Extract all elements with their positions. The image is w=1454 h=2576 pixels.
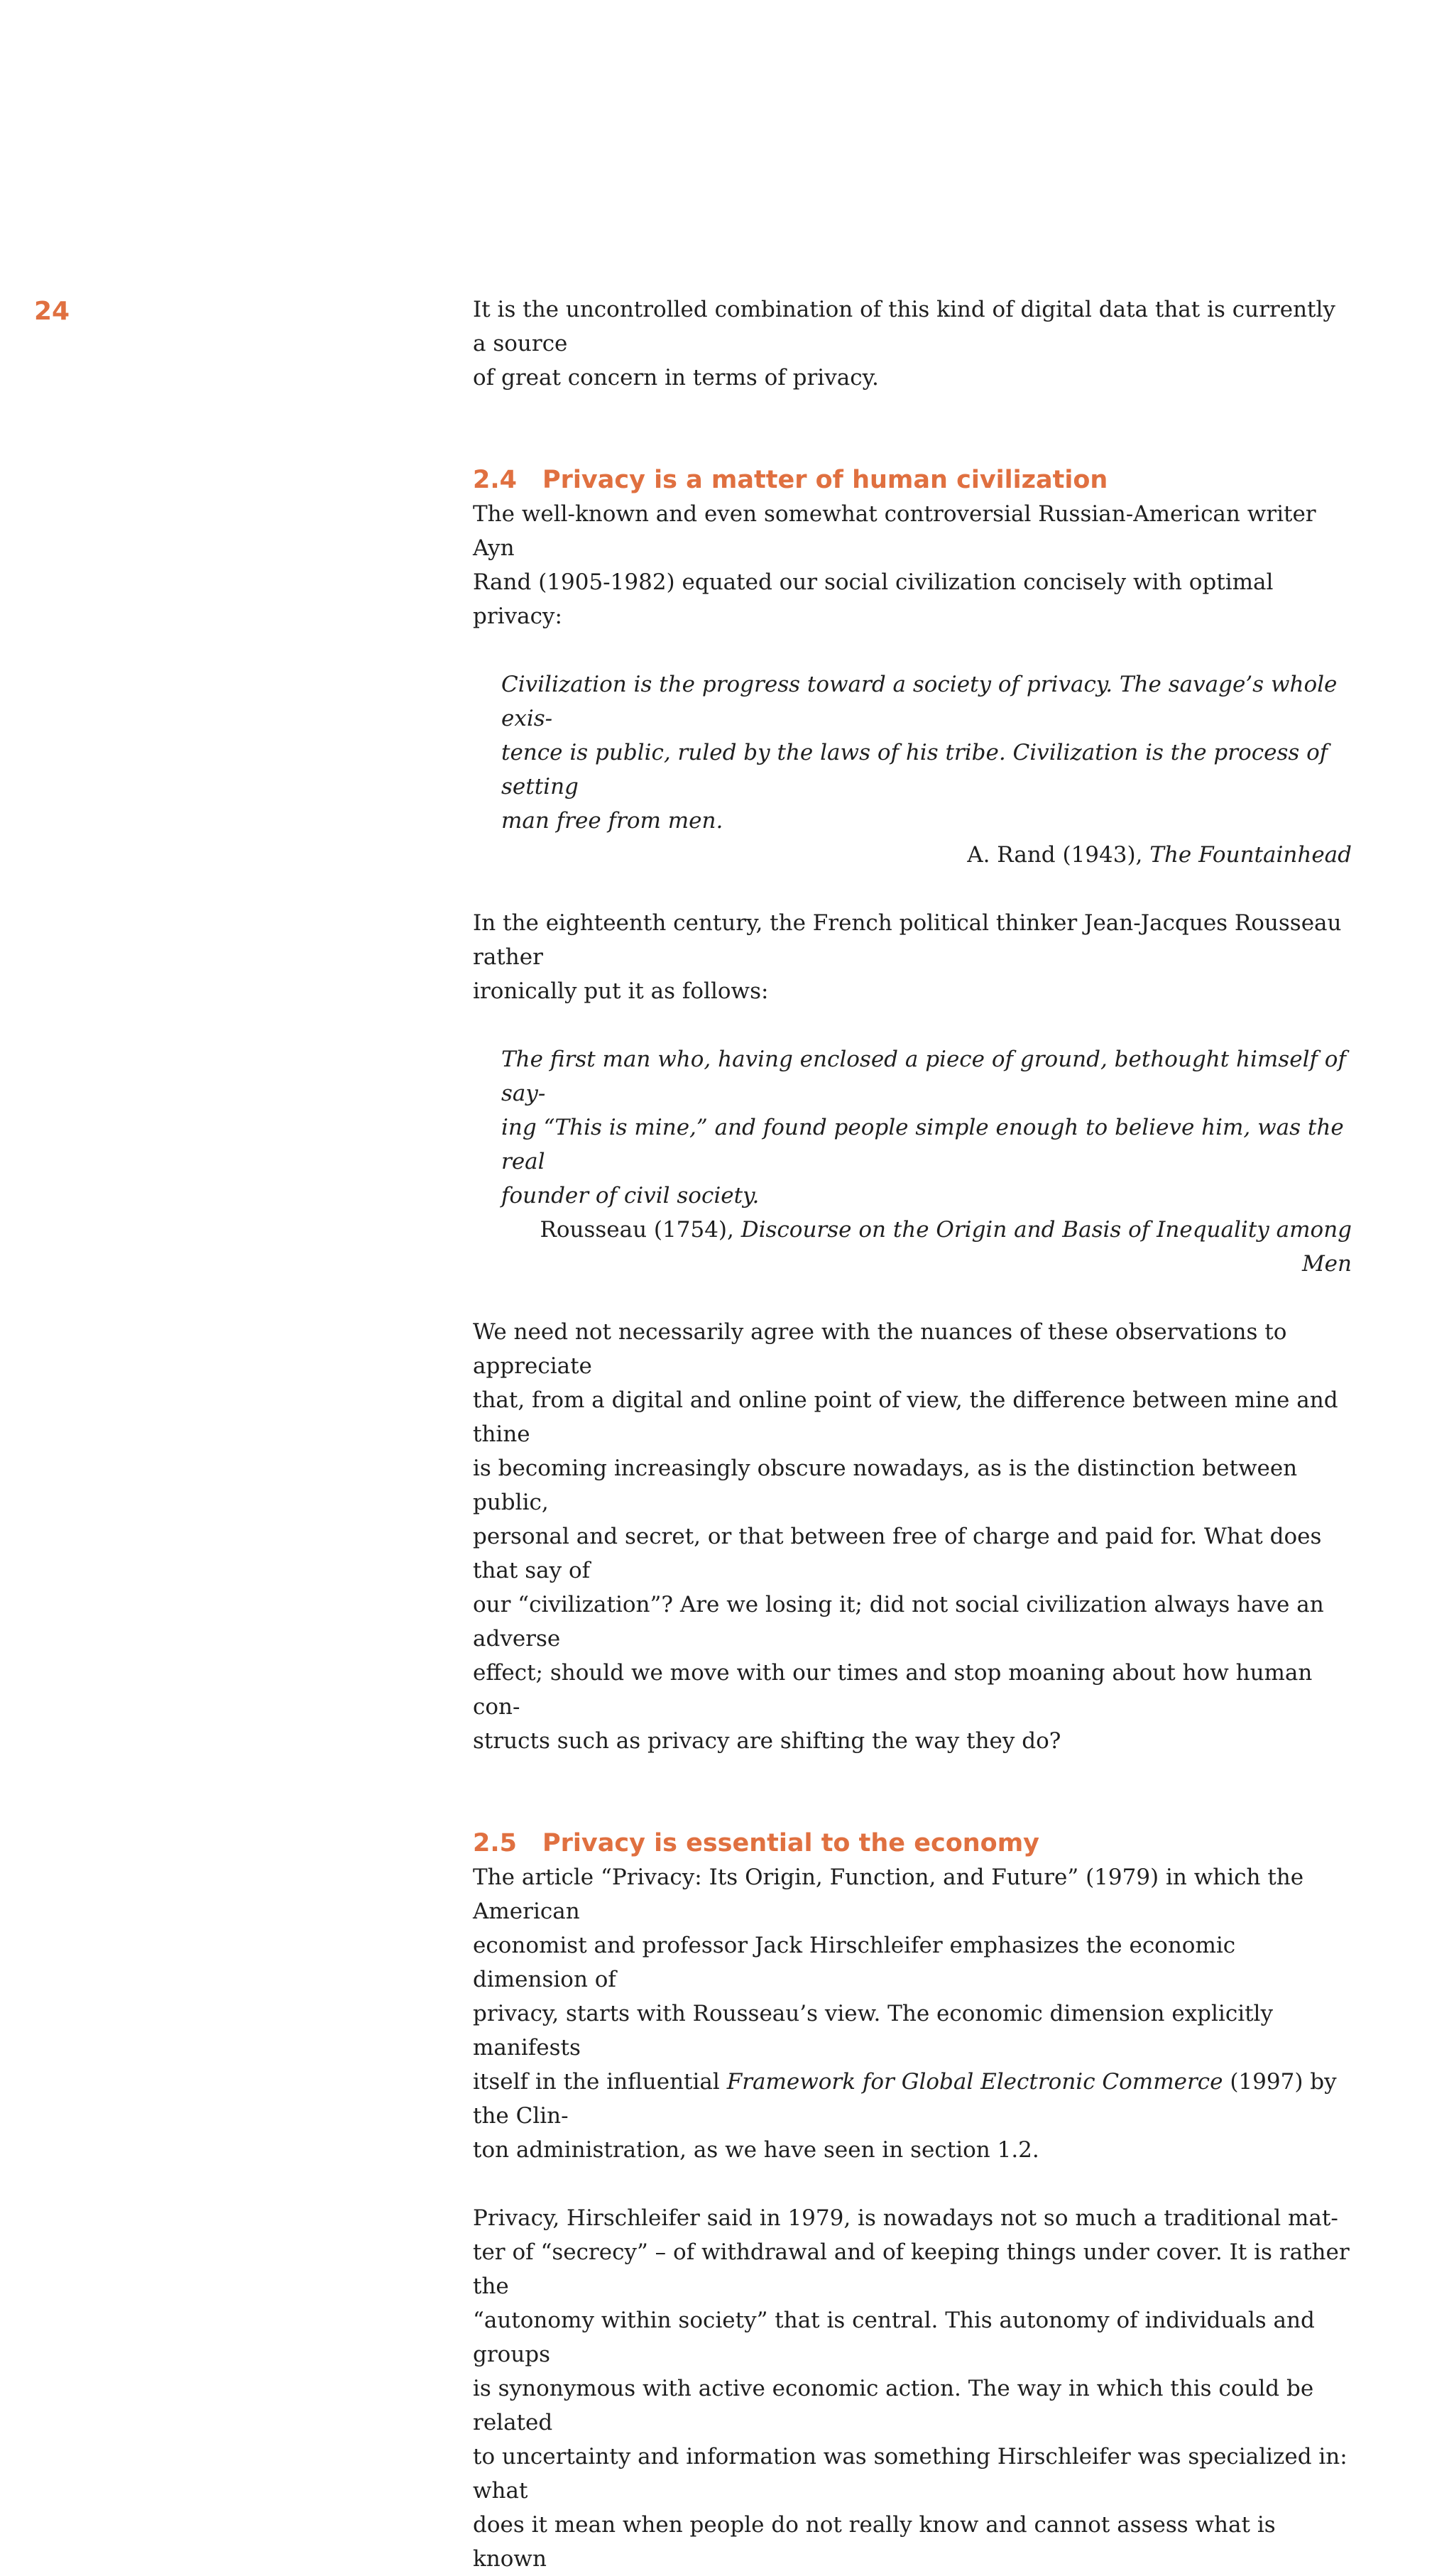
paragraph-line: effect; should we move with our times and stop moaning about how human con- [473, 1660, 1313, 1720]
rand-quote [473, 667, 1352, 872]
quote-line: Civilization is the progress toward a society of privacy. The savage’s whole exis- [501, 672, 1338, 731]
paragraph-line: is synonymous with active economic action. The way in which this could be related [473, 2376, 1314, 2435]
paragraph-line: privacy, starts with Rousseau’s view. The economic dimension explicitly manifests [473, 2001, 1273, 2061]
paragraph-line: to uncertainty and information was something Hirschleifer was specialized in: what [473, 2444, 1348, 2504]
paragraph-line: our “civilization”? Are we losing it; did not social civilization always have an adverse [473, 1592, 1324, 1652]
discussion-paragraph [473, 1315, 1352, 1758]
section-title: Privacy is a matter of human civilization [542, 466, 1108, 494]
paragraph-line: that, from a digital and online point of view, the difference between mine and thine [473, 1387, 1338, 1447]
paragraph-line: ironically put it as follows: [473, 978, 769, 1004]
paragraph-1-line: It is the uncontrolled combination of this kind of digital data that is currently a source [473, 297, 1335, 356]
section-heading-2-5 [473, 1826, 1352, 1860]
section-2-4-intro [473, 497, 1352, 633]
paragraph-line: ton administration, as we have seen in section 1.2. [473, 2137, 1039, 2163]
paragraph-1 [473, 293, 1352, 395]
quote-attribution [501, 838, 1352, 872]
attribution-work: The Fountainhead [1149, 842, 1352, 868]
quote-line: ing “This is mine,” and found people simple enough to believe him, was the real [501, 1115, 1344, 1174]
attribution-author: A. Rand (1943), [967, 842, 1150, 868]
paragraph-line-part: itself in the influential [473, 2069, 727, 2095]
paragraph-line: “autonomy within society” that is central. This autonomy of individuals and groups [473, 2308, 1315, 2367]
intro-line: The well-known and even somewhat controversial Russian-American writer Ayn [473, 501, 1316, 561]
body-column [473, 293, 1352, 2576]
quote-line: The first man who, having enclosed a piece of ground, bethought himself of say- [501, 1047, 1346, 1106]
quote-attribution [501, 1213, 1352, 1281]
paragraph-line: personal and secret, or that between free of charge and paid for. What does that say of [473, 1524, 1322, 1583]
quote-line: man free from men. [501, 808, 723, 834]
attribution-work: Discourse on the Origin and Basis of Inequality among Men [740, 1217, 1352, 1277]
section-title: Privacy is essential to the economy [542, 1829, 1039, 1857]
section-number: 2.5 [473, 1829, 518, 1857]
paragraph-line: is becoming increasingly obscure nowadays, as is the distinction between public, [473, 1456, 1298, 1515]
intro-line: Rand (1905-1982) equated our social civilization concisely with optimal privacy: [473, 569, 1274, 629]
rousseau-quote [473, 1042, 1352, 1281]
paragraph-line: In the eighteenth century, the French political thinker Jean-Jacques Rousseau rather [473, 910, 1342, 970]
hirschleifer-paragraph [473, 2201, 1352, 2576]
quote-text [501, 1042, 1352, 1213]
paragraph-line: ter of “secrecy” – of withdrawal and of keeping things under cover. It is rather the [473, 2239, 1350, 2299]
attribution-author: Rousseau (1754), [540, 1217, 741, 1243]
paragraph-line: The article “Privacy: Its Origin, Function, and Future” (1979) in which the American [473, 1865, 1304, 1924]
paragraph-line: Privacy, Hirschleifer said in 1979, is nowadays not so much a traditional mat- [473, 2205, 1338, 2231]
section-number: 2.4 [473, 466, 518, 494]
paragraph-line: economist and professor Jack Hirschleifer emphasizes the economic dimension of [473, 1933, 1236, 1992]
section-2-5-intro [473, 1860, 1352, 2167]
paragraph-line: does it mean when people do not really know and cannot assess what is known [473, 2512, 1276, 2572]
paragraph-1-line: of great concern in terms of privacy. [473, 365, 879, 391]
paragraph-line-part: (1997) by the Clin- [473, 2069, 1337, 2129]
quote-text [501, 667, 1352, 838]
paragraph-line: structs such as privacy are shifting the way they do? [473, 1728, 1061, 1754]
section-heading-2-4 [473, 463, 1352, 497]
framework-title: Framework for Global Electronic Commerce [726, 2069, 1223, 2095]
page-number: 24 [34, 297, 70, 326]
rousseau-intro [473, 906, 1352, 1008]
quote-line: tence is public, ruled by the laws of his tribe. Civilization is the process of setting [501, 740, 1328, 799]
quote-line: founder of civil society. [501, 1183, 760, 1208]
paragraph-line: We need not necessarily agree with the nuances of these observations to appreciate [473, 1319, 1287, 1379]
